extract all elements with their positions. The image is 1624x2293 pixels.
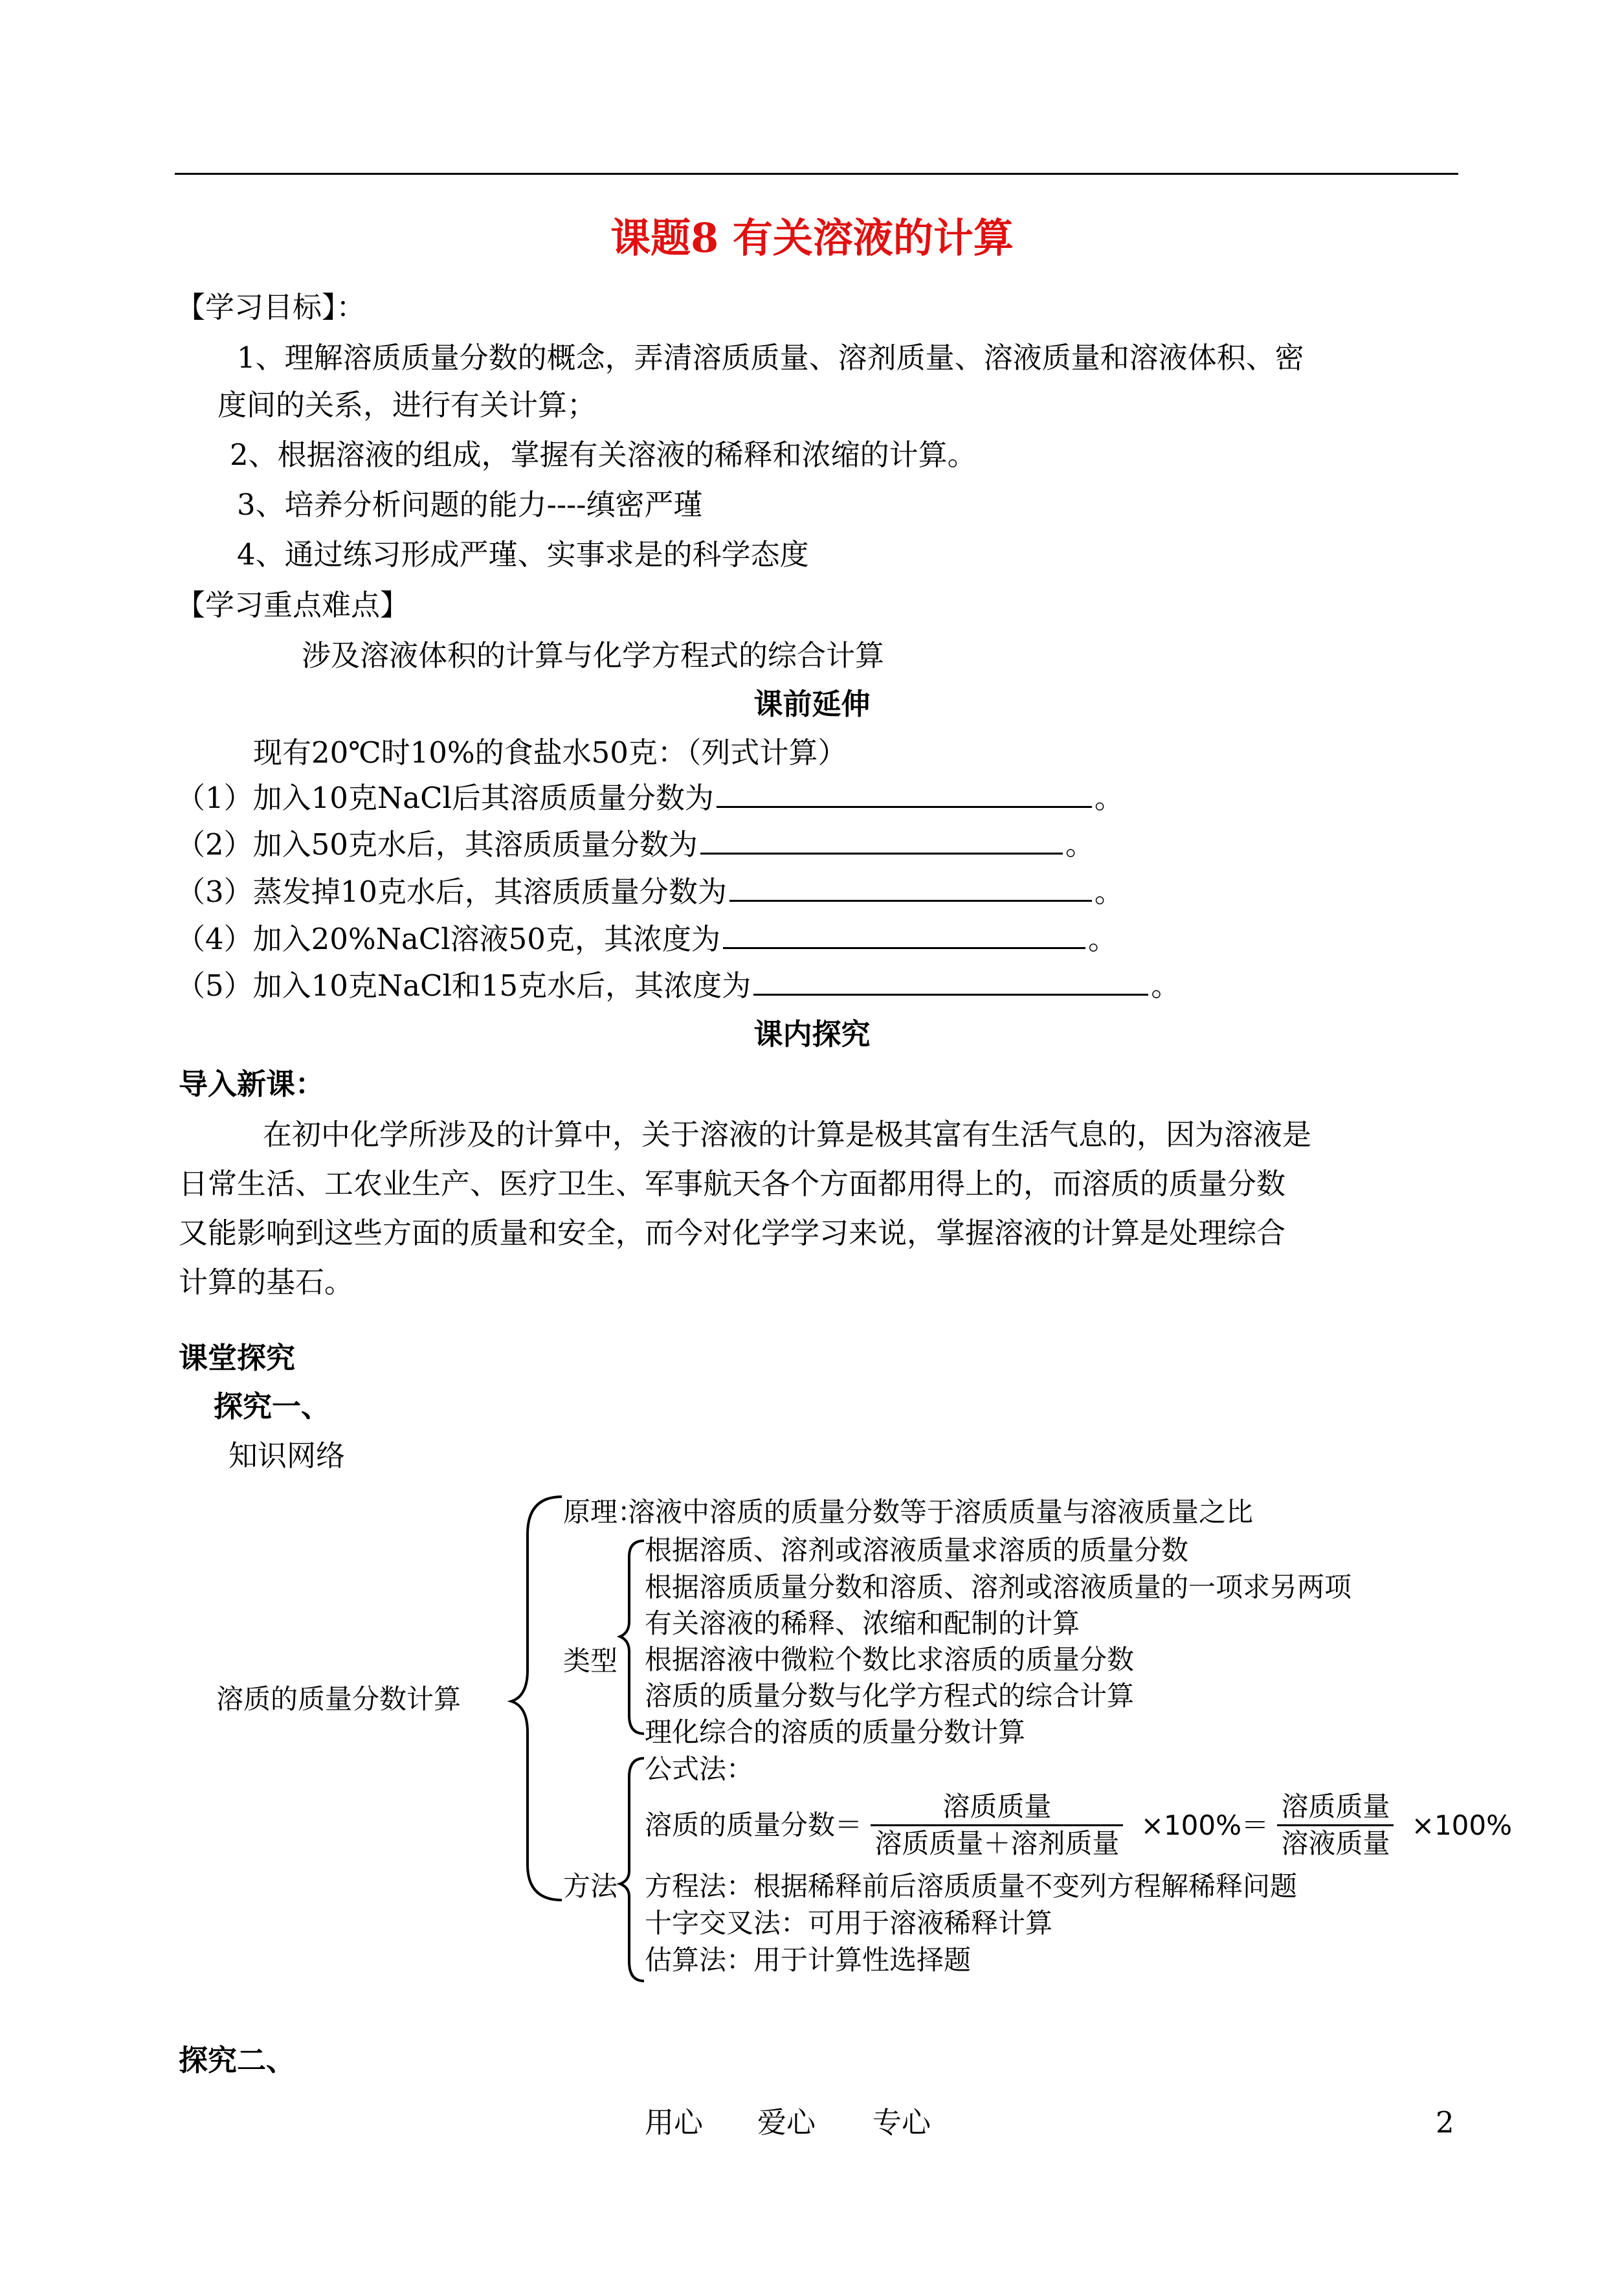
page-number: 2 [1436, 2105, 1454, 2140]
intro-paragraph-line: 又能影响到这些方面的质量和安全，而今对化学学习来说，掌握溶液的计算是处理综合 [179, 1216, 1286, 1250]
type-item: 根据溶质、溶剂或溶液质量求溶质的质量分数 [645, 1534, 1189, 1566]
footer-motto-1: 用心 [645, 2105, 704, 2140]
key-points-text: 涉及溶液体积的计算与化学方程式的综合计算 [302, 638, 885, 673]
network-label: 知识网络 [228, 1438, 346, 1473]
footer-motto-3: 专心 [873, 2105, 931, 2140]
formula-label: 公式法： [645, 1753, 754, 1785]
intro-paragraph-line: 在初中化学所涉及的计算中，关于溶液的计算是极其富有生活气息的，因为溶液是 [263, 1117, 1312, 1152]
header-rule [175, 173, 1458, 175]
end-mark: 。 [1065, 827, 1095, 862]
formula-times-2: ×100% [1411, 1809, 1513, 1841]
principle-label: 原理： [563, 1496, 645, 1528]
principle-text: 溶液中溶质的质量分数等于溶质质量与溶液质量之比 [628, 1496, 1254, 1528]
footer-motto-2: 爱心 [757, 2105, 816, 2140]
fraction-1 [871, 1793, 1123, 1857]
method-item: 方程法：根据稀释前后溶质质量不变列方程解稀释问题 [645, 1870, 1298, 1902]
types-label: 类型 [563, 1645, 618, 1677]
type-item: 根据溶液中微粒个数比求溶质的质量分数 [645, 1644, 1135, 1675]
intro-paragraph-line: 计算的基石。 [179, 1265, 354, 1299]
explore-heading: 课堂探究 [179, 1341, 296, 1375]
question-2 [176, 827, 1095, 862]
objective-item: 度间的关系，进行有关计算； [217, 388, 597, 422]
objective-item: 3、培养分析问题的能力----缜密严瑾 [237, 487, 703, 522]
main-brace [511, 1497, 562, 1900]
answer-blank[interactable] [729, 893, 1092, 902]
question-5 [176, 968, 1181, 1003]
diagram-root: 溶质的质量分数计算 [216, 1683, 462, 1715]
fraction-1-numerator: 溶质质量 [871, 1793, 1123, 1826]
type-item: 有关溶液的稀释、浓缩和配制的计算 [645, 1607, 1080, 1639]
objective-item: 1、理解溶质质量分数的概念，弄清溶质质量、溶剂质量、溶液质量和溶液体积、密 [237, 341, 1304, 375]
type-item: 溶质的质量分数与化学方程式的综合计算 [645, 1680, 1135, 1712]
end-mark: 。 [1151, 968, 1181, 1003]
answer-blank[interactable] [700, 846, 1063, 855]
type-item: 理化综合的溶质的质量分数计算 [645, 1716, 1026, 1748]
page-title: 课题8 有关溶液的计算 [610, 214, 1014, 262]
answer-blank[interactable] [753, 987, 1148, 996]
intro-heading: 导入新课： [179, 1067, 325, 1101]
question-text: （4）加入20%NaCl溶液50克，其浓度为 [176, 922, 720, 956]
explore-two-heading: 探究二、 [179, 2043, 296, 2077]
objective-item: 2、根据溶液的组成，掌握有关溶液的稀释和浓缩的计算。 [230, 438, 977, 472]
question-text: （3）蒸发掉10克水后，其溶质质量分数为 [176, 875, 727, 909]
in-class-heading: 课内探究 [753, 1017, 871, 1051]
pre-class-heading: 课前延伸 [753, 687, 871, 721]
method-item: 十字交叉法：可用于溶液稀释计算 [645, 1907, 1053, 1939]
question-1 [176, 781, 1124, 815]
formula [645, 1793, 1512, 1857]
formula-times-1: ×100%＝ [1140, 1809, 1269, 1841]
question-text: （2）加入50克水后，其溶质质量分数为 [176, 827, 698, 862]
method-item: 估算法：用于计算性选择题 [645, 1944, 972, 1976]
question-4 [176, 924, 1117, 954]
question-3 [176, 875, 1124, 909]
pre-class-intro: 现有20℃时10%的食盐水50克：（列式计算） [253, 735, 847, 770]
answer-blank[interactable] [723, 941, 1085, 949]
methods-label: 方法 [563, 1870, 618, 1902]
key-points-heading: 【学习重点难点】 [176, 588, 410, 622]
answer-blank[interactable] [717, 800, 1092, 808]
type-item: 根据溶质质量分数和溶质、溶剂或溶液质量的一项求另两项 [645, 1571, 1352, 1603]
end-mark: 。 [1094, 781, 1124, 815]
fraction-1-denominator: 溶质质量＋溶剂质量 [874, 1828, 1120, 1859]
intro-paragraph-line: 日常生活、工农业生产、医疗卫生、军事航天各个方面都用得上的，而溶质的质量分数 [179, 1167, 1286, 1201]
question-text: （5）加入10克NaCl和15克水后，其浓度为 [176, 968, 751, 1003]
explore-one-heading: 探究一、 [214, 1389, 331, 1424]
fraction-2 [1277, 1793, 1394, 1857]
objectives-heading: 【学习目标】： [176, 290, 366, 324]
formula-lhs: 溶质的质量分数＝ [645, 1809, 863, 1841]
end-mark: 。 [1087, 922, 1117, 956]
objective-item: 4、通过练习形成严瑾、实事求是的科学态度 [237, 537, 809, 572]
types-brace [620, 1541, 644, 1734]
methods-brace [620, 1758, 644, 1981]
question-text: （1）加入10克NaCl后其溶质质量分数为 [176, 781, 714, 815]
fraction-2-numerator: 溶质质量 [1277, 1793, 1394, 1826]
end-mark: 。 [1094, 875, 1124, 909]
fraction-2-denominator: 溶液质量 [1281, 1828, 1390, 1859]
